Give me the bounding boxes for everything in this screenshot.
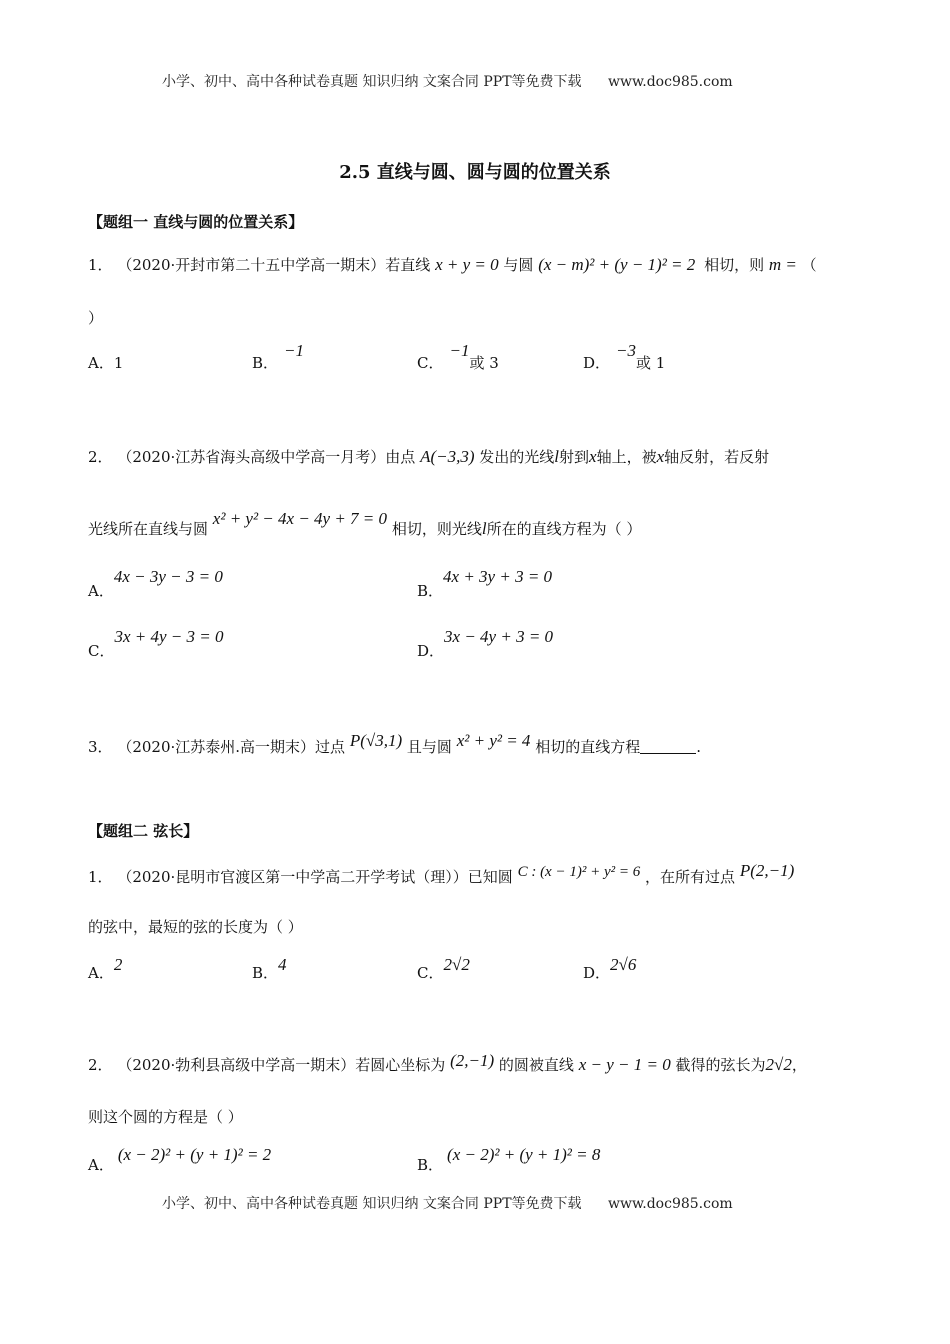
question-source: （2020·江苏省海头高级中学高一月考）由点 [117, 448, 416, 466]
math-m: m = [768, 255, 797, 274]
option-value: 2 [113, 955, 123, 974]
question-text: 相切，则光线 [391, 520, 482, 538]
question-text: 所在的直线方程为（ ） [486, 520, 642, 538]
math-point: A(−3,3) [420, 447, 475, 466]
math-circle: x² + y² = 4 [456, 731, 531, 750]
section-heading-1: 【题组一 直线与圆的位置关系】 [88, 213, 304, 231]
option-value: 2√2 [443, 955, 470, 974]
question-text: ，在所有过点 [645, 868, 736, 886]
option-label: A． [88, 1156, 114, 1174]
option-label: C． [417, 354, 444, 372]
math-x: x [656, 447, 665, 466]
option-d [583, 954, 637, 982]
option-value: −3 [616, 341, 637, 360]
option-d [583, 340, 666, 372]
question-text: 相切，则 [704, 256, 765, 274]
page-title: 2.5 直线与圆、圆与圆的位置关系 [339, 162, 611, 183]
option-value: 4x + 3y + 3 = 0 [443, 567, 553, 586]
math-circle: (x − m)² + (y − 1)² = 2 [538, 255, 696, 274]
option-c [88, 626, 224, 660]
section-heading-2: 【题组二 弦长】 [88, 822, 199, 840]
question-text: 射到 [559, 448, 590, 466]
question-text: 发出的光线 [479, 448, 555, 466]
option-value: 2√6 [610, 955, 637, 974]
option-d [417, 626, 554, 660]
question-1-1 [88, 254, 817, 275]
option-a [88, 954, 123, 982]
math-circle: C : (x − 1)² + y² = 6 [517, 864, 641, 880]
math-point: P(2,−1) [739, 861, 795, 880]
option-label: A． [88, 964, 114, 982]
option-label: D． [583, 354, 611, 372]
option-b [417, 1144, 601, 1174]
option-value: −1 [449, 341, 470, 360]
question-source: （2020·江苏泰州.高一期末）过点 [117, 738, 346, 756]
math-point: P(√3,1) [349, 731, 403, 750]
option-value: (x − 2)² + (y + 1)² = 8 [447, 1145, 601, 1164]
question-text: 相切的直线方程 [535, 738, 641, 756]
option-value: 4x − 3y − 3 = 0 [113, 567, 223, 586]
question-2-2-line2: 则这个圆的方程是（ ） [88, 1108, 243, 1126]
option-label: B． [252, 964, 279, 982]
option-c [417, 340, 499, 372]
question-number: 2． [88, 1056, 113, 1074]
option-suffix: 或 3 [469, 354, 499, 372]
math-line: x + y = 0 [435, 255, 499, 274]
option-suffix: 或 1 [636, 354, 666, 372]
page-header [162, 71, 733, 91]
math-circle: x² + y² − 4x − 4y + 7 = 0 [212, 509, 388, 528]
option-label: A． [88, 354, 114, 372]
question-1-2 [88, 446, 769, 467]
question-2-1-line2: 的弦中，最短的弦的长度为（ ） [88, 918, 303, 936]
question-number: 1． [88, 868, 113, 886]
option-label: C． [88, 642, 115, 660]
question-end: . [696, 738, 702, 756]
question-source: （2020·勃利县高级中学高一期末）若圆心坐标为 [117, 1056, 446, 1074]
paren-close: ） [88, 309, 104, 327]
question-2-2 [88, 1051, 807, 1075]
option-label: D． [417, 642, 445, 660]
question-number: 1． [88, 256, 113, 274]
math-chord: 2√2 [765, 1055, 792, 1074]
option-a [88, 1144, 272, 1174]
option-value: 3x + 4y − 3 = 0 [114, 627, 224, 646]
header-text: 小学、初中、高中各种试卷真题 知识归纳 文案合同 PPT等免费下载 [162, 74, 582, 90]
option-label: D． [583, 964, 611, 982]
option-label: B． [252, 354, 279, 372]
question-text: 且与圆 [406, 738, 452, 756]
option-value: −1 [284, 341, 305, 360]
option-value: 4 [278, 955, 287, 974]
option-value: 1 [113, 354, 124, 372]
question-text: 与圆 [503, 256, 534, 274]
question-text: 轴上，被 [596, 448, 657, 466]
question-2-1 [88, 861, 795, 887]
option-b [252, 340, 305, 372]
footer-text: 小学、初中、高中各种试卷真题 知识归纳 文案合同 PPT等免费下载 [162, 1196, 582, 1212]
answer-blank[interactable] [640, 739, 696, 754]
option-label: C． [417, 964, 444, 982]
option-value: (x − 2)² + (y + 1)² = 2 [117, 1145, 272, 1164]
math-x: x [589, 447, 597, 466]
option-b [417, 566, 553, 600]
question-text: 截得的弦长为 [675, 1056, 766, 1074]
question-text: 轴反射，若反射 [664, 448, 770, 466]
option-value: 3x − 4y + 3 = 0 [444, 627, 554, 646]
question-number: 2． [88, 448, 113, 466]
option-label: A． [88, 582, 114, 600]
option-a [88, 566, 223, 600]
question-1-3 [88, 731, 702, 757]
math-line: x − y − 1 = 0 [578, 1055, 671, 1074]
math-l: l [481, 519, 487, 538]
option-b [252, 954, 287, 982]
question-number: 3． [88, 738, 113, 756]
option-label: B． [417, 1156, 444, 1174]
footer-site: www.doc985.com [607, 1196, 733, 1212]
paren-open: （ [801, 256, 817, 274]
page-footer [162, 1193, 733, 1213]
question-text: 光线所在直线与圆 [88, 520, 209, 538]
option-label: B． [417, 582, 444, 600]
question-text: 的圆被直线 [498, 1056, 574, 1074]
question-source: （2020·开封市第二十五中学高一期末）若直线 [117, 256, 431, 274]
question-1-2-line2 [88, 509, 642, 539]
question-source: （2020·昆明市官渡区第一中学高二开学考试（理））已知圆 [117, 868, 513, 886]
question-text: ， [791, 1056, 807, 1074]
option-a [88, 352, 123, 373]
math-center: (2,−1) [450, 1051, 495, 1070]
option-c [417, 954, 470, 982]
math-l: l [554, 447, 560, 466]
header-site: www.doc985.com [607, 74, 733, 90]
